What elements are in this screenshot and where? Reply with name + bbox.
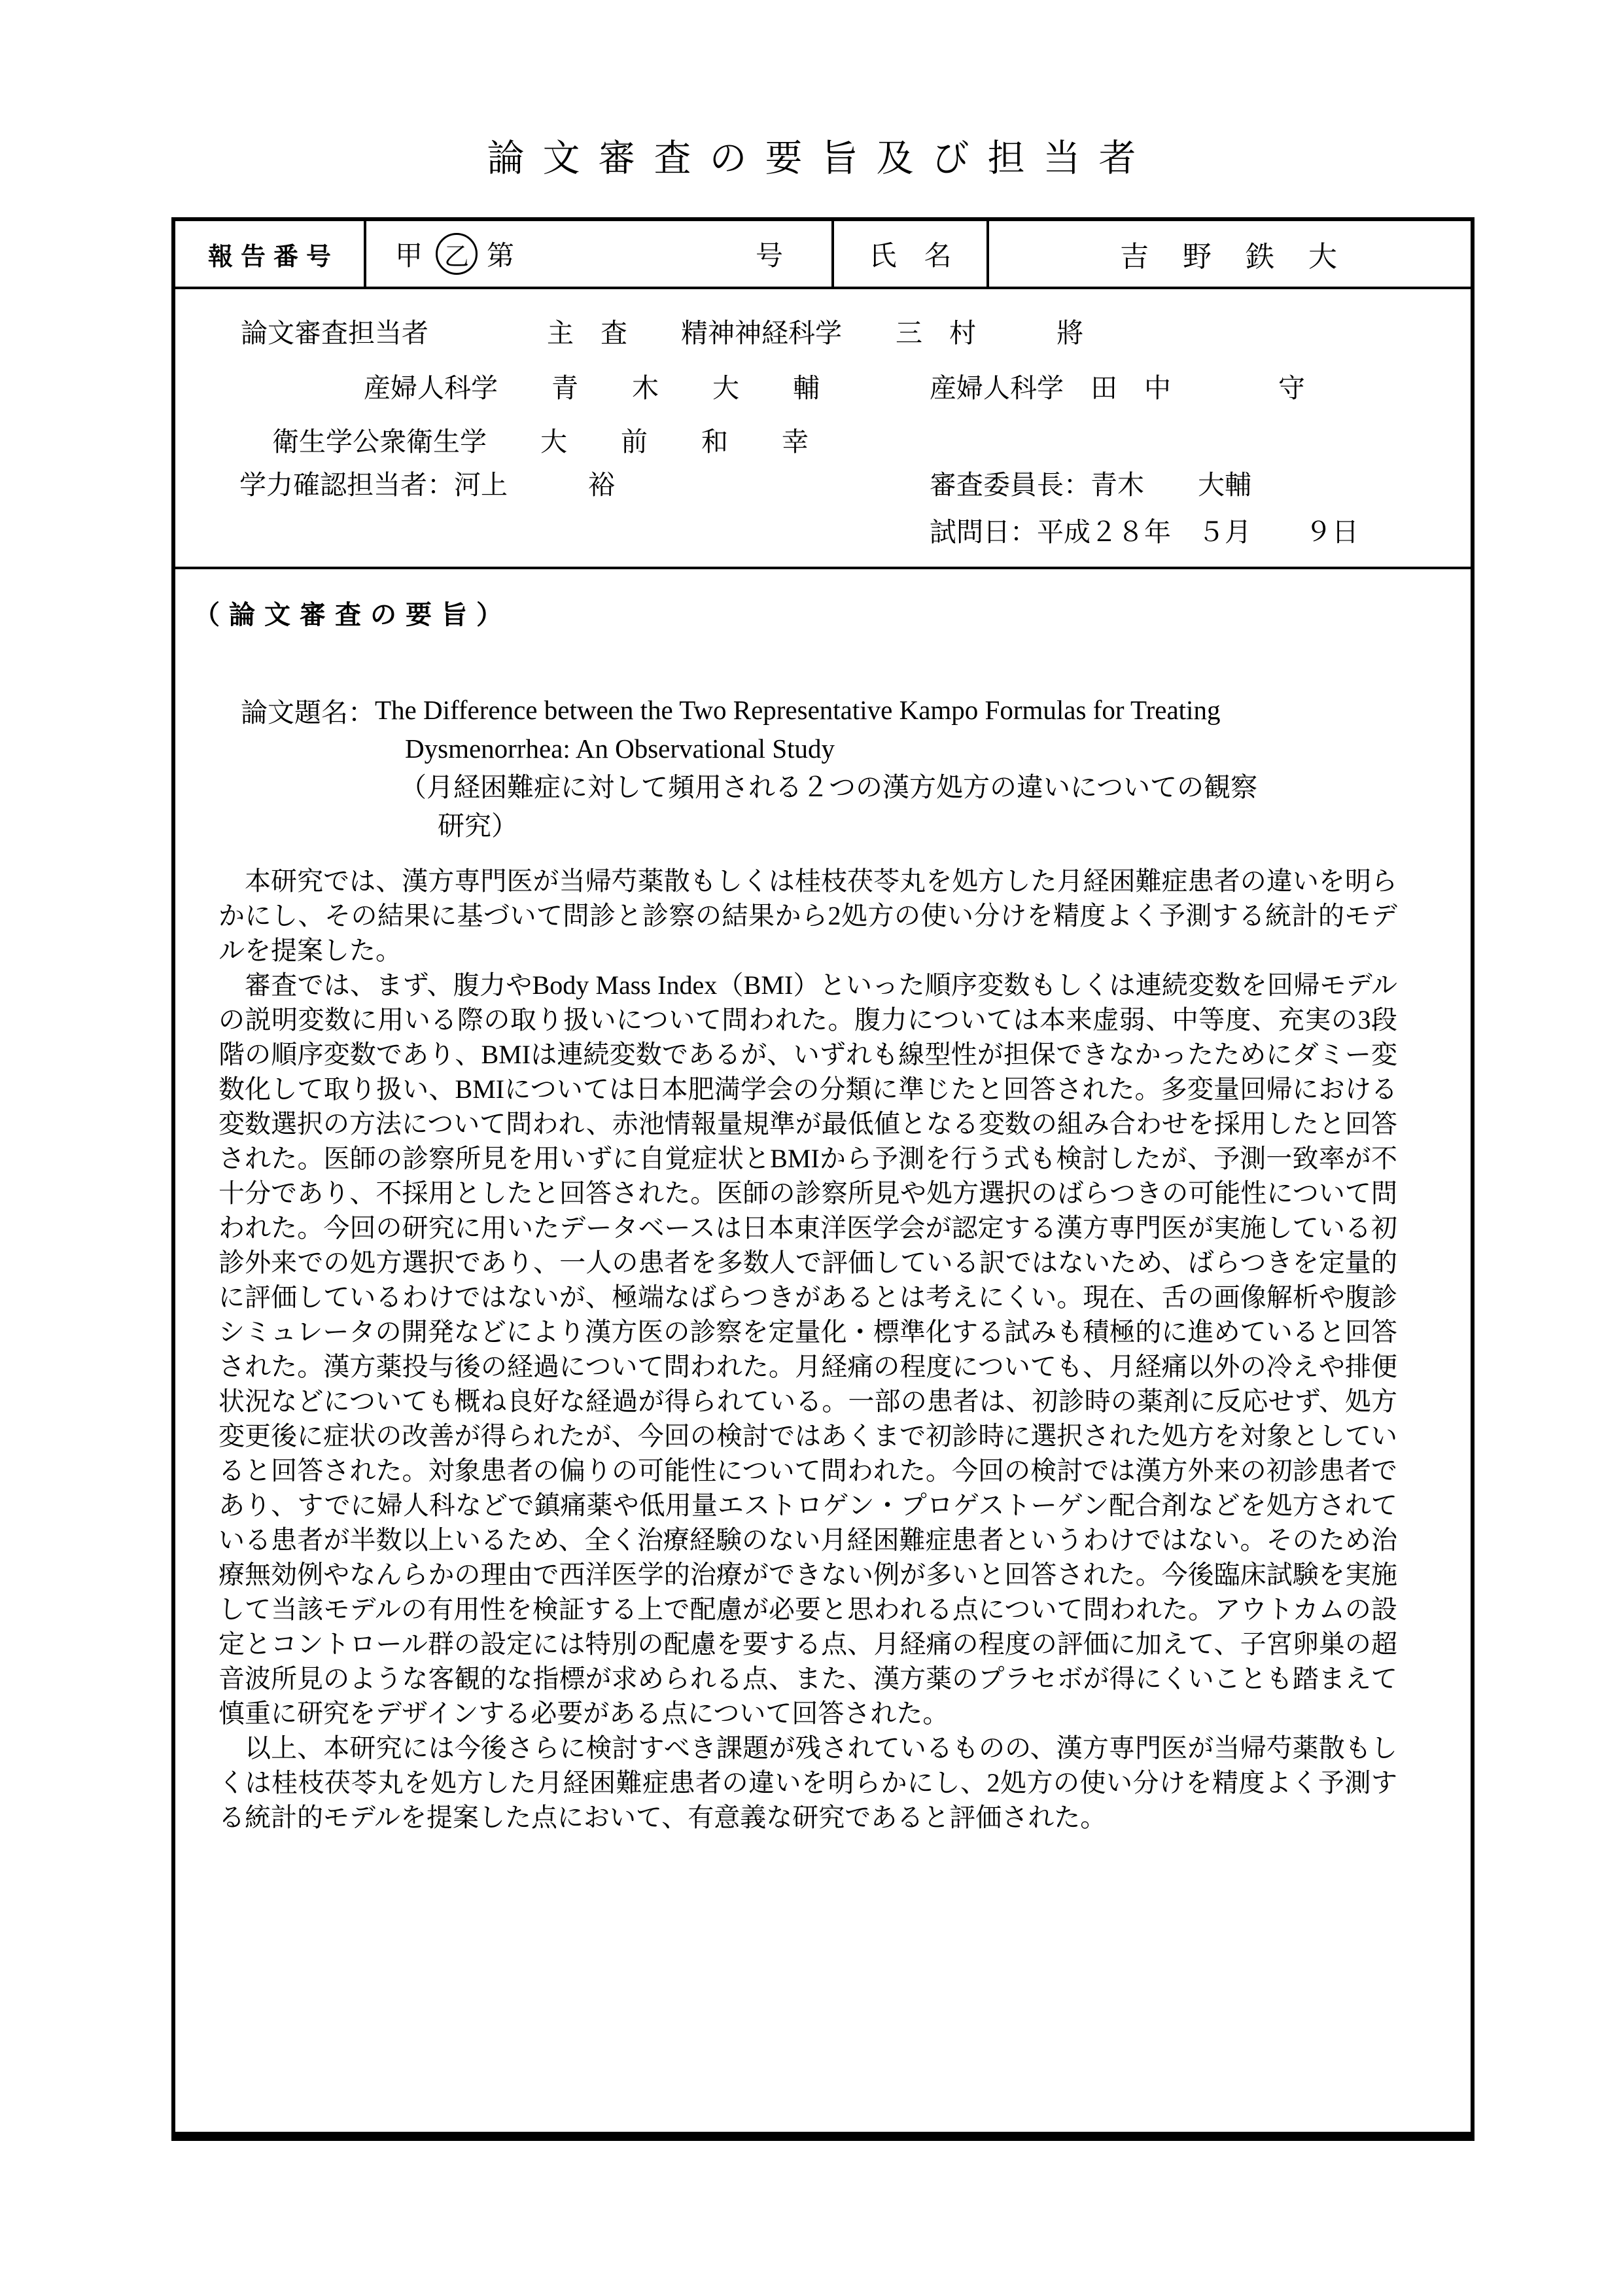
review-form-table bbox=[171, 217, 1475, 2141]
thesis-title-label: 論文題名： bbox=[241, 698, 375, 728]
report-number-gou: 号 bbox=[755, 241, 783, 272]
thesis-title-line: 研究） bbox=[438, 811, 518, 841]
examiner-panel-label: 論文審査担当者 bbox=[241, 318, 428, 348]
header-row bbox=[175, 221, 1471, 289]
thesis-title-block bbox=[241, 691, 1257, 845]
summary-paragraph: 以上、本研究には今後さらに検討すべき課題が残されているものの、漢方専門医が当帰芍薬散もしくは桂枝茯苓丸を処方した月経困難症患者の違いを明らかにし、2処方の使い分けを精度よく予測する統計的モデルを提案した点において、有意義な研究であると評価された。 bbox=[218, 1733, 1397, 1832]
examiners-section bbox=[175, 289, 1471, 569]
thesis-title-line: The Difference between the Two Representative Kampo Formulas for Treating bbox=[375, 695, 1221, 725]
report-number-label: 報告番号 bbox=[175, 221, 366, 287]
summary-body bbox=[218, 864, 1397, 1835]
thesis-title-line: （月経困難症に対して頻用される２つの漢方処方の違いについての観察 bbox=[400, 772, 1258, 802]
summary-heading: （論文審査の要旨） bbox=[194, 601, 512, 629]
summary-paragraph: 審査では、まず、腹力やBody Mass Index（BMI）といった順序変数もしくは連続変数を回帰モデルの説明変数に用いる際の取り扱いについて問われた。腹力については本来虚弱、中等度、充実の3段階の順序変数であり、BMIは連続変数であるが、いずれも線型性が担保できなかったためにダミー変数化して取り扱い、BMIについては日本肥満学会の分類に準じたと回答された。多変量回帰における変数選択の方法について問われ、赤池情報量規準が最低値となる変数の組み合わせを採用したと回答された。医師の診察所見を用いずに自覚症状とBMIから予測を行う式も検討したが、予測一致率が不十分であり、不採用としたと回答された。医師の診察所見や処方選択のばらつきの可能性について問われた。今回の研究に用いたデータベースは日本東洋医学会が認定する漢方専門医が実施している初診外来での処方選択であり、一人の患者を多数人で評価している訳ではないため、ばらつきを定量的に評価しているわけではないが、極端なばらつきがあるとは考えにくい。現在、舌の画像解析や腹診シミュレータの開発などにより漢方医の診察を定量化・標準化する試みも積極的に進めていると回答された。漢方薬投与後の経過について問われた。月経痛の程度についても、月経痛以外の冷えや排便状況などについても概ね良好な経過が得られている。一部の患者は、初診時の薬剤に反応せず、処方変更後に症状の改善が得られたが、今回の検討ではあくまで初診時に選択された処方を対象としていると回答された。対象患者の偏りの可能性について問われた。今回の検討では漢方外来の初診患者であり、すでに婦人科などで鎮痛薬や低用量エストロゲン・プロゲストーゲン配合剤などを処方されている患者が半数以上いるため、全く治療経験のない月経困難症患者というわけではない。そのため治療無効例やなんらかの理由で西洋医学的治療ができない例が多いと回答された。今後臨床試験を実施して当該モデルの有用性を検証する上で配慮が必要と思われる点について問われた。アウトカムの設定とコントロール群の設定には特別の配慮を要する点、月経痛の程度の評価に加えて、子宮卵巣の超音波所見のような客観的な指標が求められる点、また、漢方薬のプラセボが得にくいことも踏まえて慎重に研究をデザインする必要がある点について回答された。 bbox=[218, 970, 1397, 1728]
summary-paragraph: 本研究では、漢方専門医が当帰芍薬散もしくは桂枝茯苓丸を処方した月経困難症患者の違いを明らかにし、その結果に基づいて問診と診察の結果から2処方の使い分けを精度よく予測する統計的モデルを提案した。 bbox=[218, 866, 1397, 965]
page-title: 論文審査の要旨及び担当者 bbox=[487, 138, 1155, 179]
candidate-name: 吉 野 鉄 大 bbox=[1120, 241, 1340, 273]
exam-date: 試問日：平成２８年 ５月 ９日 bbox=[930, 517, 1359, 547]
chief-examiner: 主 査 精神神経科学 三 村 將 bbox=[547, 318, 1083, 348]
examiner-obgyn-left: 産婦人科学 青 木 大 輔 bbox=[364, 373, 820, 403]
thesis-title-lines bbox=[375, 691, 1257, 845]
committee-chair: 審査委員長：青木 大輔 bbox=[930, 470, 1251, 500]
report-number-cell bbox=[366, 221, 834, 287]
examiner-hygiene: 衛生学公衆衛生学 大 前 和 幸 bbox=[272, 427, 809, 457]
examiner-obgyn-right: 産婦人科学 田 中 守 bbox=[930, 373, 1305, 403]
report-number-dai: 第 bbox=[487, 241, 515, 272]
report-type-kou: 甲 bbox=[395, 241, 423, 272]
report-type-otsu-circled: 乙 bbox=[436, 233, 478, 275]
summary-section bbox=[175, 569, 1471, 2132]
name-label: 氏 名 bbox=[834, 221, 989, 287]
academic-check-examiner: 学力確認担当者：河上 裕 bbox=[239, 470, 615, 500]
thesis-title-line: Dysmenorrhea: An Observational Study bbox=[405, 733, 835, 764]
